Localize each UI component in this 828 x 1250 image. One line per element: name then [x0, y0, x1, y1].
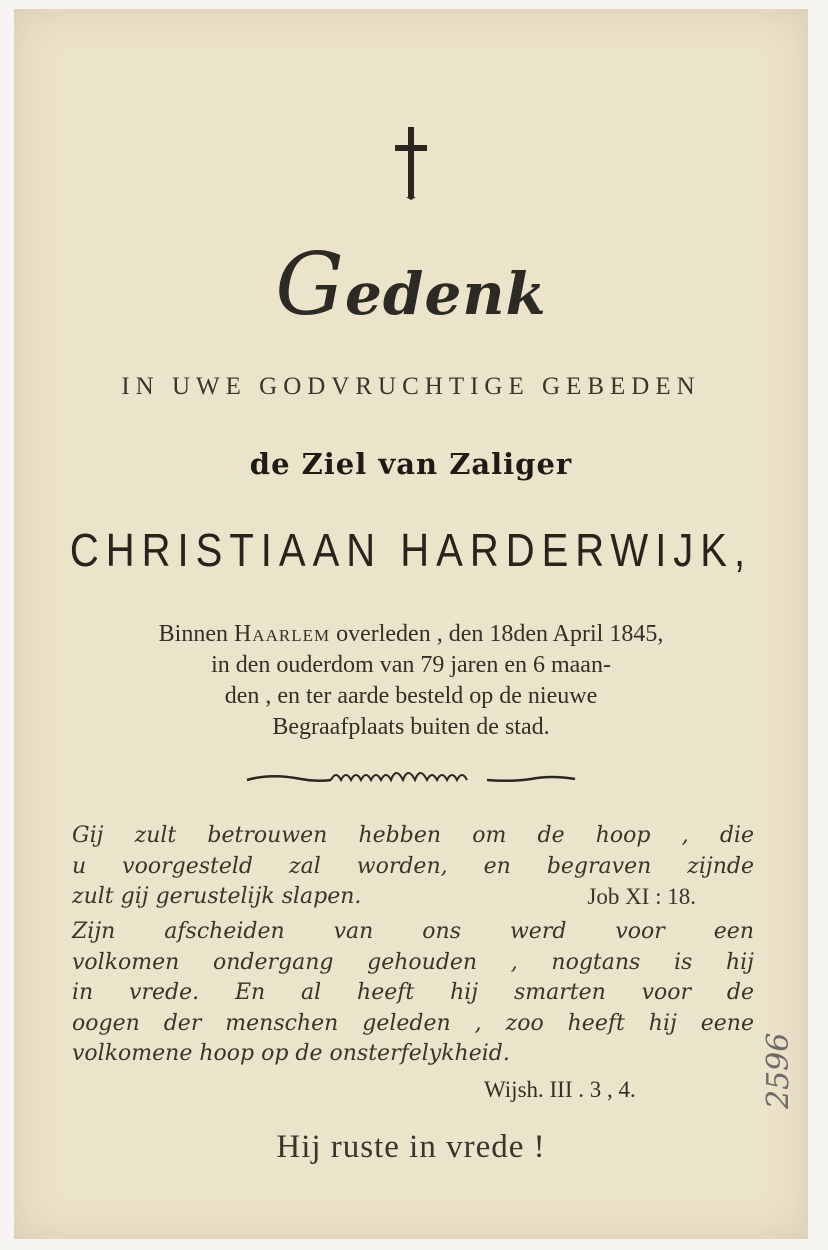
deceased-name: CHRISTIAAN HARDERWIJK,: [69, 525, 753, 577]
scripture-verse-wisdom: [72, 917, 754, 1070]
details-line-3: den , en ter aarde besteld op de nieuwe: [224, 683, 598, 709]
handwritten-number-text: 2596: [761, 1032, 796, 1109]
details-text: overleden , den 18den April 1845,: [330, 621, 664, 647]
verse-line: volkomen ondergang gehouden , nogtans is hij: [72, 949, 754, 975]
closing-line: Hij ruste in vrede !: [276, 1129, 546, 1165]
verse-line: Gij zult betrouwen hebben om de hoop , die: [72, 823, 754, 848]
verse-line: oogen der menschen geleden , zoo heeft hij eene: [72, 1010, 754, 1036]
verse-line: in vrede. En al heeft hij smarten voor de: [72, 980, 754, 1005]
details-line-4: Begraafplaats buiten de stad.: [272, 714, 550, 740]
handwritten-number: [761, 1009, 828, 1119]
verse-reference: Wijsh. III . 3 , 4.: [484, 1077, 636, 1102]
verse-line: [72, 882, 754, 913]
soul-line: de Ziel van Zaliger: [249, 447, 573, 481]
details-text: Binnen: [158, 621, 234, 647]
verse-line: u voorgesteld zal worden, en begraven zijnde: [72, 853, 754, 879]
verse-line: volkomene hoop op de onsterfelykheid.: [72, 1041, 510, 1066]
verse-reference: Job XI : 18.: [587, 884, 696, 909]
flourish-ornament: [14, 765, 808, 799]
memorial-card: [14, 9, 808, 1239]
heading-rest: edenk: [344, 260, 547, 328]
cross-icon: [14, 125, 808, 205]
heading-gedenk: [14, 235, 808, 335]
verse-text: zult gij gerustelijk slapen.: [72, 884, 362, 909]
prayer-request: IN UWE GODVRUCHTIGE GEBEDEN: [121, 373, 701, 400]
details-line-2: in den ouderdom van 79 jaren en 6 maan-: [211, 652, 611, 678]
city-name: Haarlem: [233, 621, 331, 647]
details-line-1: [64, 619, 758, 650]
heading-initial: G: [275, 235, 345, 335]
scripture-verse-job: [72, 821, 754, 913]
death-details: [64, 619, 758, 743]
verse-line: Zijn afscheiden van ons werd voor een: [72, 919, 754, 944]
